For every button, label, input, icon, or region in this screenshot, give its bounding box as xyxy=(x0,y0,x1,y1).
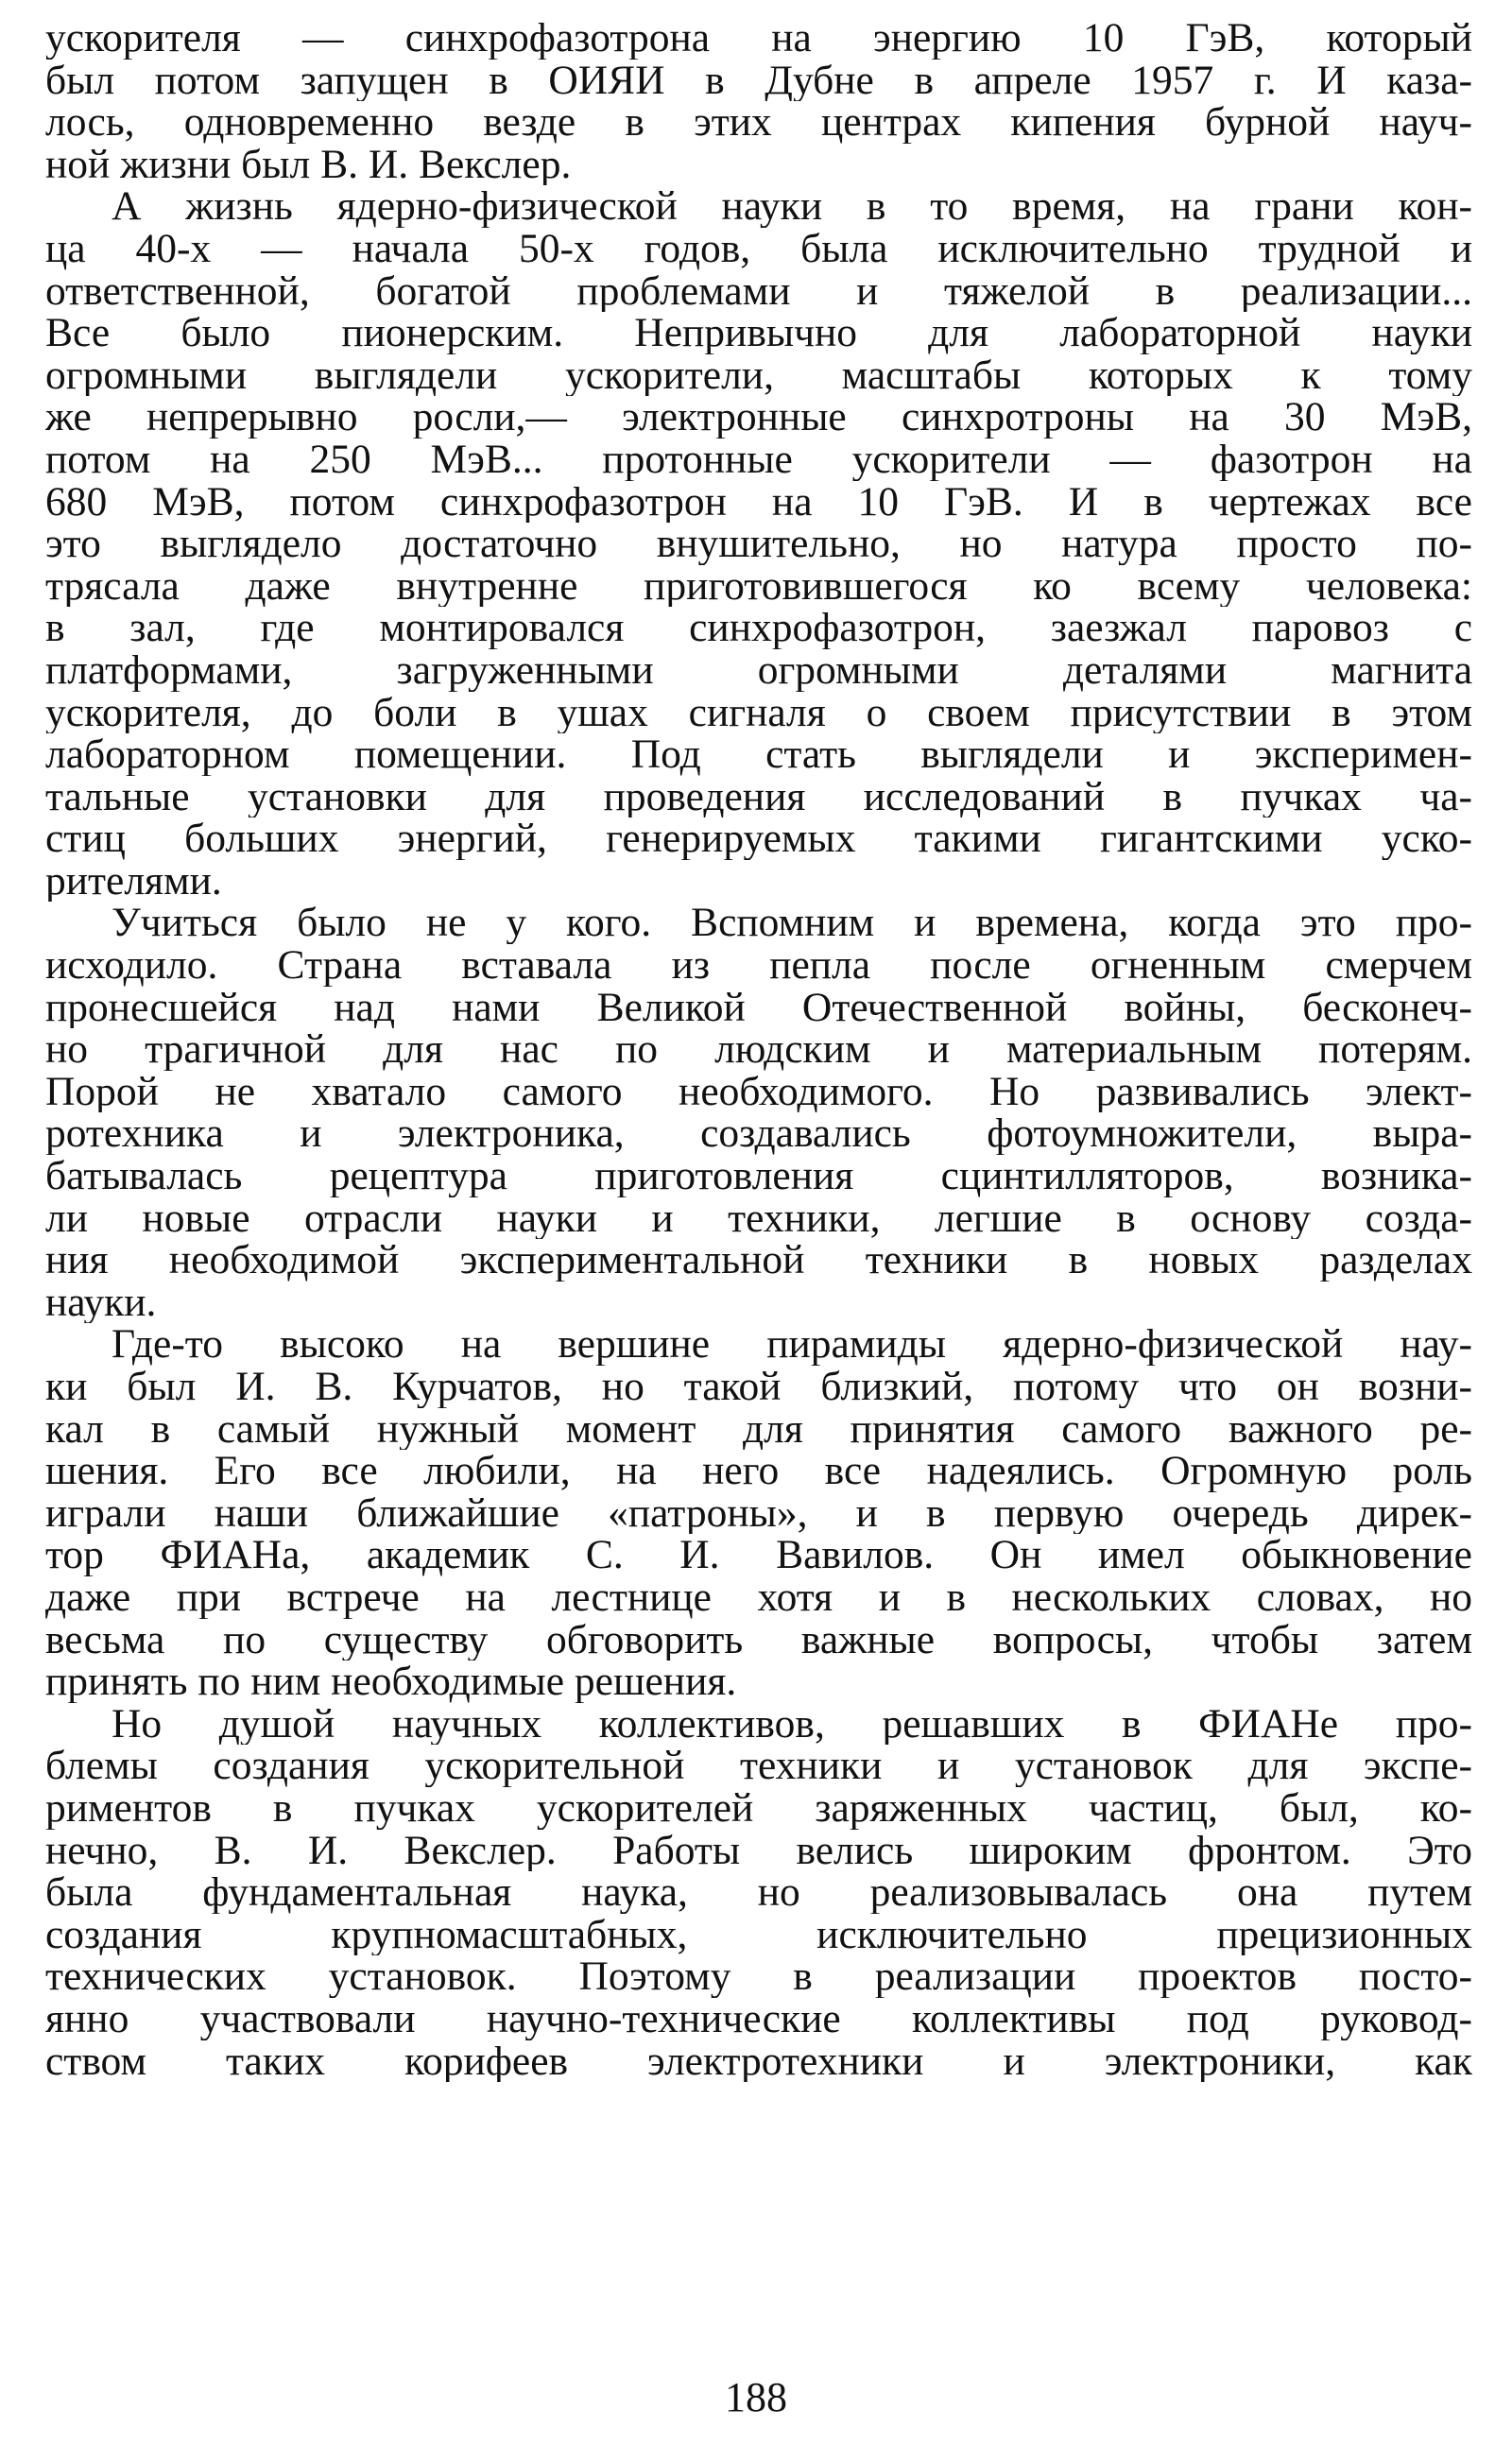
text-line: 680 МэВ, потом синхрофазотрон на 10 ГэВ. И в чертежах все xyxy=(45,480,1472,524)
page-number: 188 xyxy=(725,2374,787,2420)
text-line: но трагичной для нас по людским и материальным потерям. xyxy=(45,1028,1472,1071)
text-line: тор ФИАНа, академик С. И. Вавилов. Он имел обыкновение xyxy=(45,1534,1472,1576)
text-line: ством таких корифеев электротехники и электроники, как xyxy=(45,2039,1472,2083)
text-line: ли новые отрасли науки и техники, легшие в основу созда- xyxy=(45,1196,1472,1240)
text-line: принять по ним необходимые решения. xyxy=(45,1661,737,1703)
text-line: весьма по существу обговорить важные вопросы, чтобы затем xyxy=(45,1618,1472,1661)
text-line: тальные установки для проведения исследований в пучках ча- xyxy=(45,775,1472,818)
text-line: А жизнь ядерно-физической науки в то время, на грани кон- xyxy=(112,185,1472,228)
paragraph xyxy=(45,902,1472,1323)
text-line: ускорителя, до боли в ушах сигналя о своем присутствии в этом xyxy=(45,691,1472,734)
text-line: стиц больших энергий, генерируемых такими гигантскими уско- xyxy=(45,817,1472,860)
paragraph xyxy=(45,185,1472,902)
text-line: ной жизни был В. И. Векслер. xyxy=(45,143,572,186)
text-line: кал в самый нужный момент для принятия самого важного ре- xyxy=(45,1407,1472,1451)
text-line: трясала даже внутренне приготовившегося ко всему человека: xyxy=(45,564,1472,608)
text-line: ния необходимой экспериментальной техники в новых разделах xyxy=(45,1239,1472,1282)
text-line: потом на 250 МэВ... протонные ускорители — фазотрон на xyxy=(45,438,1472,481)
text-line: платформами, загруженными огромными деталями магнита xyxy=(45,648,1472,692)
text-line: огромными выглядели ускорители, масштабы которых к тому xyxy=(45,353,1472,397)
text-line: батывалась рецептура приготовления сцинтилляторов, возника- xyxy=(45,1155,1472,1197)
paragraph xyxy=(45,1323,1472,1702)
text-line: рителями. xyxy=(45,859,222,903)
paragraph xyxy=(45,17,1472,185)
text-line: ускорителя — синхрофазотрона на энергию 10 ГэВ, который xyxy=(45,17,1472,60)
paragraph xyxy=(45,1703,1472,2082)
text-line: в зал, где монтировался синхрофазотрон, заезжал паровоз с xyxy=(45,607,1472,649)
text-line: нечно, В. И. Векслер. Работы велись широким фронтом. Это xyxy=(45,1829,1472,1872)
text-line: Но душой научных коллективов, решавших в ФИАНе про- xyxy=(112,1702,1472,1746)
page-body xyxy=(45,17,1472,2082)
text-line: шения. Его все любили, на него все надеялись. Огромную роль xyxy=(45,1450,1472,1492)
text-line: Учиться было не у кого. Вспомним и времена, когда это про- xyxy=(112,902,1472,945)
text-line: янно участвовали научно-технические коллективы под руковод- xyxy=(45,1997,1472,2040)
text-line: ротехника и электроника, создавались фотоумножители, выра- xyxy=(45,1112,1472,1156)
text-line: ки был И. В. Курчатов, но такой близкий, потому что он возни- xyxy=(45,1366,1472,1408)
text-line: науки. xyxy=(45,1281,157,1324)
text-line: ответственной, богатой проблемами и тяжелой в реализации... xyxy=(45,269,1472,313)
text-line: Все было пионерским. Непривычно для лабораторной науки xyxy=(45,312,1472,354)
text-line: блемы создания ускорительной техники и установок для экспе- xyxy=(45,1745,1472,1787)
text-line: же непрерывно росли,— электронные синхротроны на 30 МэВ, xyxy=(45,396,1472,439)
text-line: исходило. Страна вставала из пепла после огненным смерчем xyxy=(45,944,1472,987)
text-line: играли наши ближайшие «патроны», и в первую очередь дирек- xyxy=(45,1491,1472,1535)
text-line: Где-то высоко на вершине пирамиды ядерно-физической нау- xyxy=(112,1323,1472,1366)
text-line: создания крупномасштабных, исключительно прецизионных xyxy=(45,1913,1472,1956)
text-line: лось, одновременно везде в этих центрах кипения бурной науч- xyxy=(45,101,1472,144)
text-line: даже при встрече на лестнице хотя и в нескольких словах, но xyxy=(45,1575,1472,1619)
text-line: пронесшейся над нами Великой Отечественной войны, бесконеч- xyxy=(45,986,1472,1029)
text-line: это выглядело достаточно внушительно, но натура просто по- xyxy=(45,523,1472,565)
text-line: ца 40-х — начала 50-х годов, была исключительно трудной и xyxy=(45,227,1472,270)
text-line: была фундаментальная наука, но реализовывалась она путем xyxy=(45,1871,1472,1914)
text-line: риментов в пучках ускорителей заряженных частиц, был, ко- xyxy=(45,1786,1472,1830)
text-line: был потом запущен в ОИЯИ в Дубне в апреле 1957 г. И каза- xyxy=(45,59,1472,102)
text-line: технических установок. Поэтому в реализации проектов посто- xyxy=(45,1955,1472,1998)
text-line: Порой не хватало самого необходимого. Но развивались элект- xyxy=(45,1070,1472,1113)
text-line: лабораторном помещении. Под стать выглядели и эксперимен- xyxy=(45,733,1472,776)
